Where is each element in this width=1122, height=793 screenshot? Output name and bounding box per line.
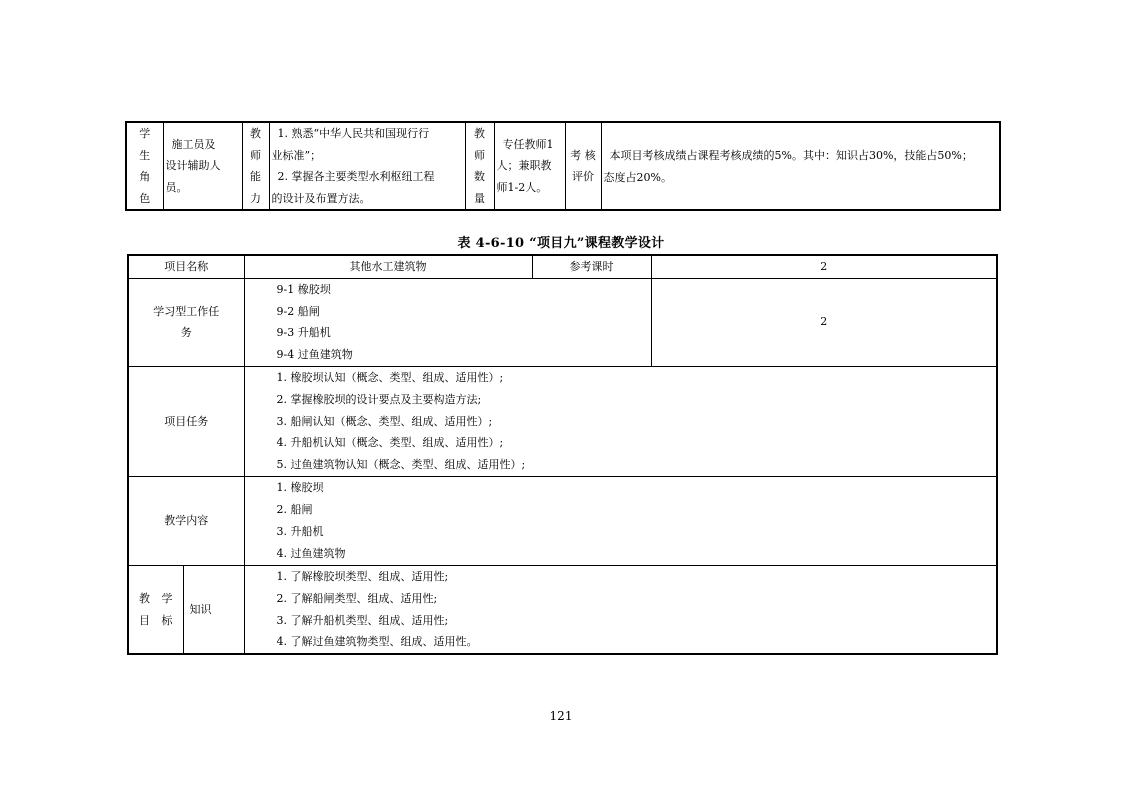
student-role-label: 学 生 角 色 (126, 122, 163, 210)
list-item: 1. 橡胶坝认知（概念、类型、组成、适用性）; (276, 370, 504, 384)
teacher-count-value: 专任教师1 人；兼职教 师1-2人。 (494, 122, 565, 210)
teaching-content-label: 教学内容 (128, 476, 244, 565)
list-item: 1. 橡胶坝 (276, 481, 324, 495)
project-tasks-list (244, 366, 997, 476)
list-item: 3. 升船机 (276, 524, 324, 538)
teacher-count-label: 教 师 数 量 (465, 122, 494, 210)
list-item: 9-3 升船机 (276, 326, 331, 340)
hours-value: 2 (651, 255, 997, 278)
course-design-table (127, 254, 998, 655)
list-item: 9-2 船闸 (276, 304, 320, 318)
list-item: 3. 了解升船机类型、组成、适用性; (276, 613, 449, 627)
evaluation-label: 考 核 评价 (565, 122, 601, 210)
project-tasks-label: 项目任务 (128, 366, 244, 476)
evaluation-value: 本项目考核成绩占课程考核成绩的5%。其中：知识占30%，技能占50%； 态度占20%。 (601, 122, 1000, 210)
student-role-value: 施工员及 设计辅助人 员。 (163, 122, 242, 210)
list-item: 2. 船闸 (276, 503, 313, 517)
work-tasks-list (244, 278, 651, 366)
list-item: 2. 掌握橡胶坝的设计要点及主要构造方法; (276, 392, 482, 406)
teacher-ability-value: 1. 熟悉“中华人民共和国现行行 业标准”； 2. 掌握各主要类型水利枢纽工程 的设计及布置方法。 (269, 122, 465, 210)
list-item: 9-4 过鱼建筑物 (276, 348, 353, 362)
teaching-content-list (244, 476, 997, 565)
project-name-label: 项目名称 (128, 255, 244, 278)
list-item: 2. 了解船闸类型、组成、适用性; (276, 591, 438, 605)
list-item: 3. 船闸认知（概念、类型、组成、适用性）; (276, 414, 493, 428)
hours-label: 参考课时 (532, 255, 651, 278)
page-number: 121 (549, 709, 573, 723)
list-item: 4. 过鱼建筑物 (276, 546, 346, 560)
work-tasks-hours: 2 (651, 278, 997, 366)
list-item: 1. 了解橡胶坝类型、组成、适用性; (276, 569, 449, 583)
teacher-ability-label: 教 师 能 力 (242, 122, 269, 210)
list-item: 9-1 橡胶坝 (276, 282, 331, 296)
knowledge-list (244, 565, 997, 654)
list-item: 5. 过鱼建筑物认知（概念、类型、组成、适用性）; (276, 458, 526, 472)
table-caption: 表 4-6-10 “项目九”课程教学设计 (457, 236, 665, 251)
knowledge-label: 知识 (183, 565, 244, 654)
project-name-value: 其他水工建筑物 (244, 255, 532, 278)
list-item: 4. 升船机认知（概念、类型、组成、适用性）; (276, 436, 504, 450)
teaching-goal-label: 教 学 目 标 (128, 565, 183, 654)
list-item: 4. 了解过鱼建筑物类型、组成、适用性。 (276, 635, 478, 649)
role-table (125, 121, 1001, 211)
work-tasks-label: 学习型工作任 务 (128, 278, 244, 366)
